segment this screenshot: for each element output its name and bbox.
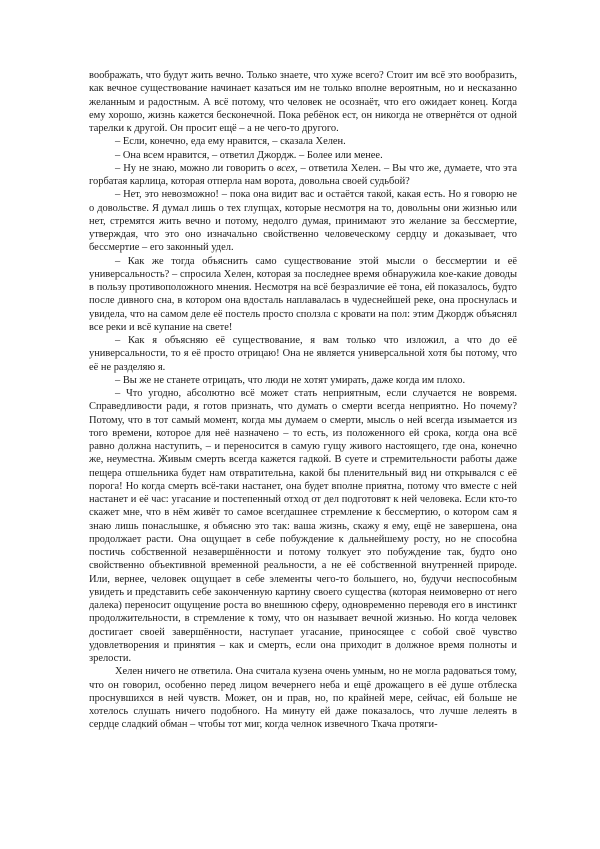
paragraph: Хелен ничего не ответила. Она считала кузена очень умным, но не могла радоваться тому, что он говорил, особенно перед лицом вечернего неба и ещё дрожащего в её душе отблеска проснувшихся в ней чувств. Может, он и прав, но, по крайней мере, сейчас, ей больше не хотелось слушать ничего подобного. На минуту ей даже показалось, что лучше лелеять в сердце сладкий обман – чтобы тот миг, когда челнок извечного Ткача протяги- [89,666,517,731]
paragraph: – Что угодно, абсолютно всё может стать неприятным, если случается не вовремя. Справедливости ради, я готов признать, что думать о смерти всегда неприятно. Но почему? Потому, что в тот самый момент, когда мы думаем о смерти, мысль о ней всегда изымается из того времени, которое для неё назначено – то есть, из положенного ей срока, когда она всё равно должна наступить, – и переносится в самую гущу живого настоящего, где она, конечно же, неуместна. Живым смерть всегда кажется гадкой. В суете и стремительности работы даже пещера отшельника будет нам отвратительна, какой бы пленительный вид ни открывался с её порога! Но когда смерть всё-таки настанет, она будет вполне приятна, потому что вместе с ней настанет и её час: угасание и постепенный отход от дел подготовят к ней человека. Если кто-то скажет мне, что в нём живёт то самое всегдашнее стремление к бессмертию, о котором сам я знаю лишь понаслышке, я объясню это так: ваша жизнь, скажу я ему, ещё не завершена, она продолжает расти. Она ощущает в себе побуждение к дальнейшему росту, но не способна постичь собственной незавершённости и потому толкует это побуждение так, будто оно свойственно объективной временной реальности, а не её собственной внутренней природе. Или, вернее, человек ощущает в себе элементы чего-то большего, но, будучи неспособным увидеть и представить себе законченную картину своего существа (которая неимоверно от него далека) переносит ощущение роста во внешнюю сферу, одновременно переводя его в инстинкт продолжительности, в стремление к тому, что он называет вечной жизнью. Но когда человек достигает своей завершённости, наступает угасание, приносящее с собой своё чувство удовлетворения и принятия – как и смерть, если она приходит в должное время полноты и зрелости. [89,388,517,664]
paragraph-text: , – ответила Хелен. – Вы что же, думаете, что эта горбатая карлица, которая отперла нам ворота, довольна своей судьбой? [89,162,517,187]
paragraph: – Нет, это невозможно! – пока она видит вас и остаётся такой, какая есть. Но я говорю не о довольстве. Я думал лишь о тех глупцах, которые несмотря на то, довольны они жизнью или нет, стремятся жить вечно и потому, недолго думая, принимают это желание за бессмертие, утверждая, что это оно изначально свойственно человеческому сердцу и доказывает, что бессмертие – его законный удел. [89,189,517,254]
paragraph-text: – Ну не знаю, можно ли говорить о [115,162,277,174]
paragraph: воображать, что будут жить вечно. Только знаете, что хуже всего? Стоит им всё это вообразить, как вечное существование начинает казаться им не только вполне вероятным, но и несказанно желанным и радостным. А всё потому, что человек не осознаёт, что его ожидает конец. Когда ему хорошо, жизнь кажется бесконечной. Пока ребёнок ест, он никогда не отвернётся от одной тарелки к другой. Он просит ещё – а не чего-то другого. [89,70,517,134]
paragraph: – Как я объясняю её существование, я вам только что изложил, а что до её универсальности, то я её просто отрицаю! Она не является универсальной хотя бы потому, что её не разделяю я. [89,335,517,373]
emphasis-word: всех [276,162,295,174]
paragraph: – Она всем нравится, – ответил Джордж. – Более или менее. [115,149,383,161]
paragraph [89,162,517,189]
paragraph: – Вы же не станете отрицать, что люди не хотят умирать, даже когда им плохо. [115,374,466,386]
paragraph: – Как же тогда объяснить само существование этой мысли о бессмертии и её универсальность? – спросила Хелен, которая за последнее время обнаружила кое-какие доводы в пользу противоположного мнения. Несмотря на всё безразличие её тона, ей показалось, будто после дивного сна, в котором она вдосталь наплавалась в чудеснейшей реке, она проснулась и увидела, что на самом деле её постель просто сползла с кровати на пол: этим Джордж объяснял все реки и всё купание на свете! [89,255,517,333]
text-column [89,69,517,732]
paragraph: – Если, конечно, еда ему нравится, – сказала Хелен. [115,136,346,148]
